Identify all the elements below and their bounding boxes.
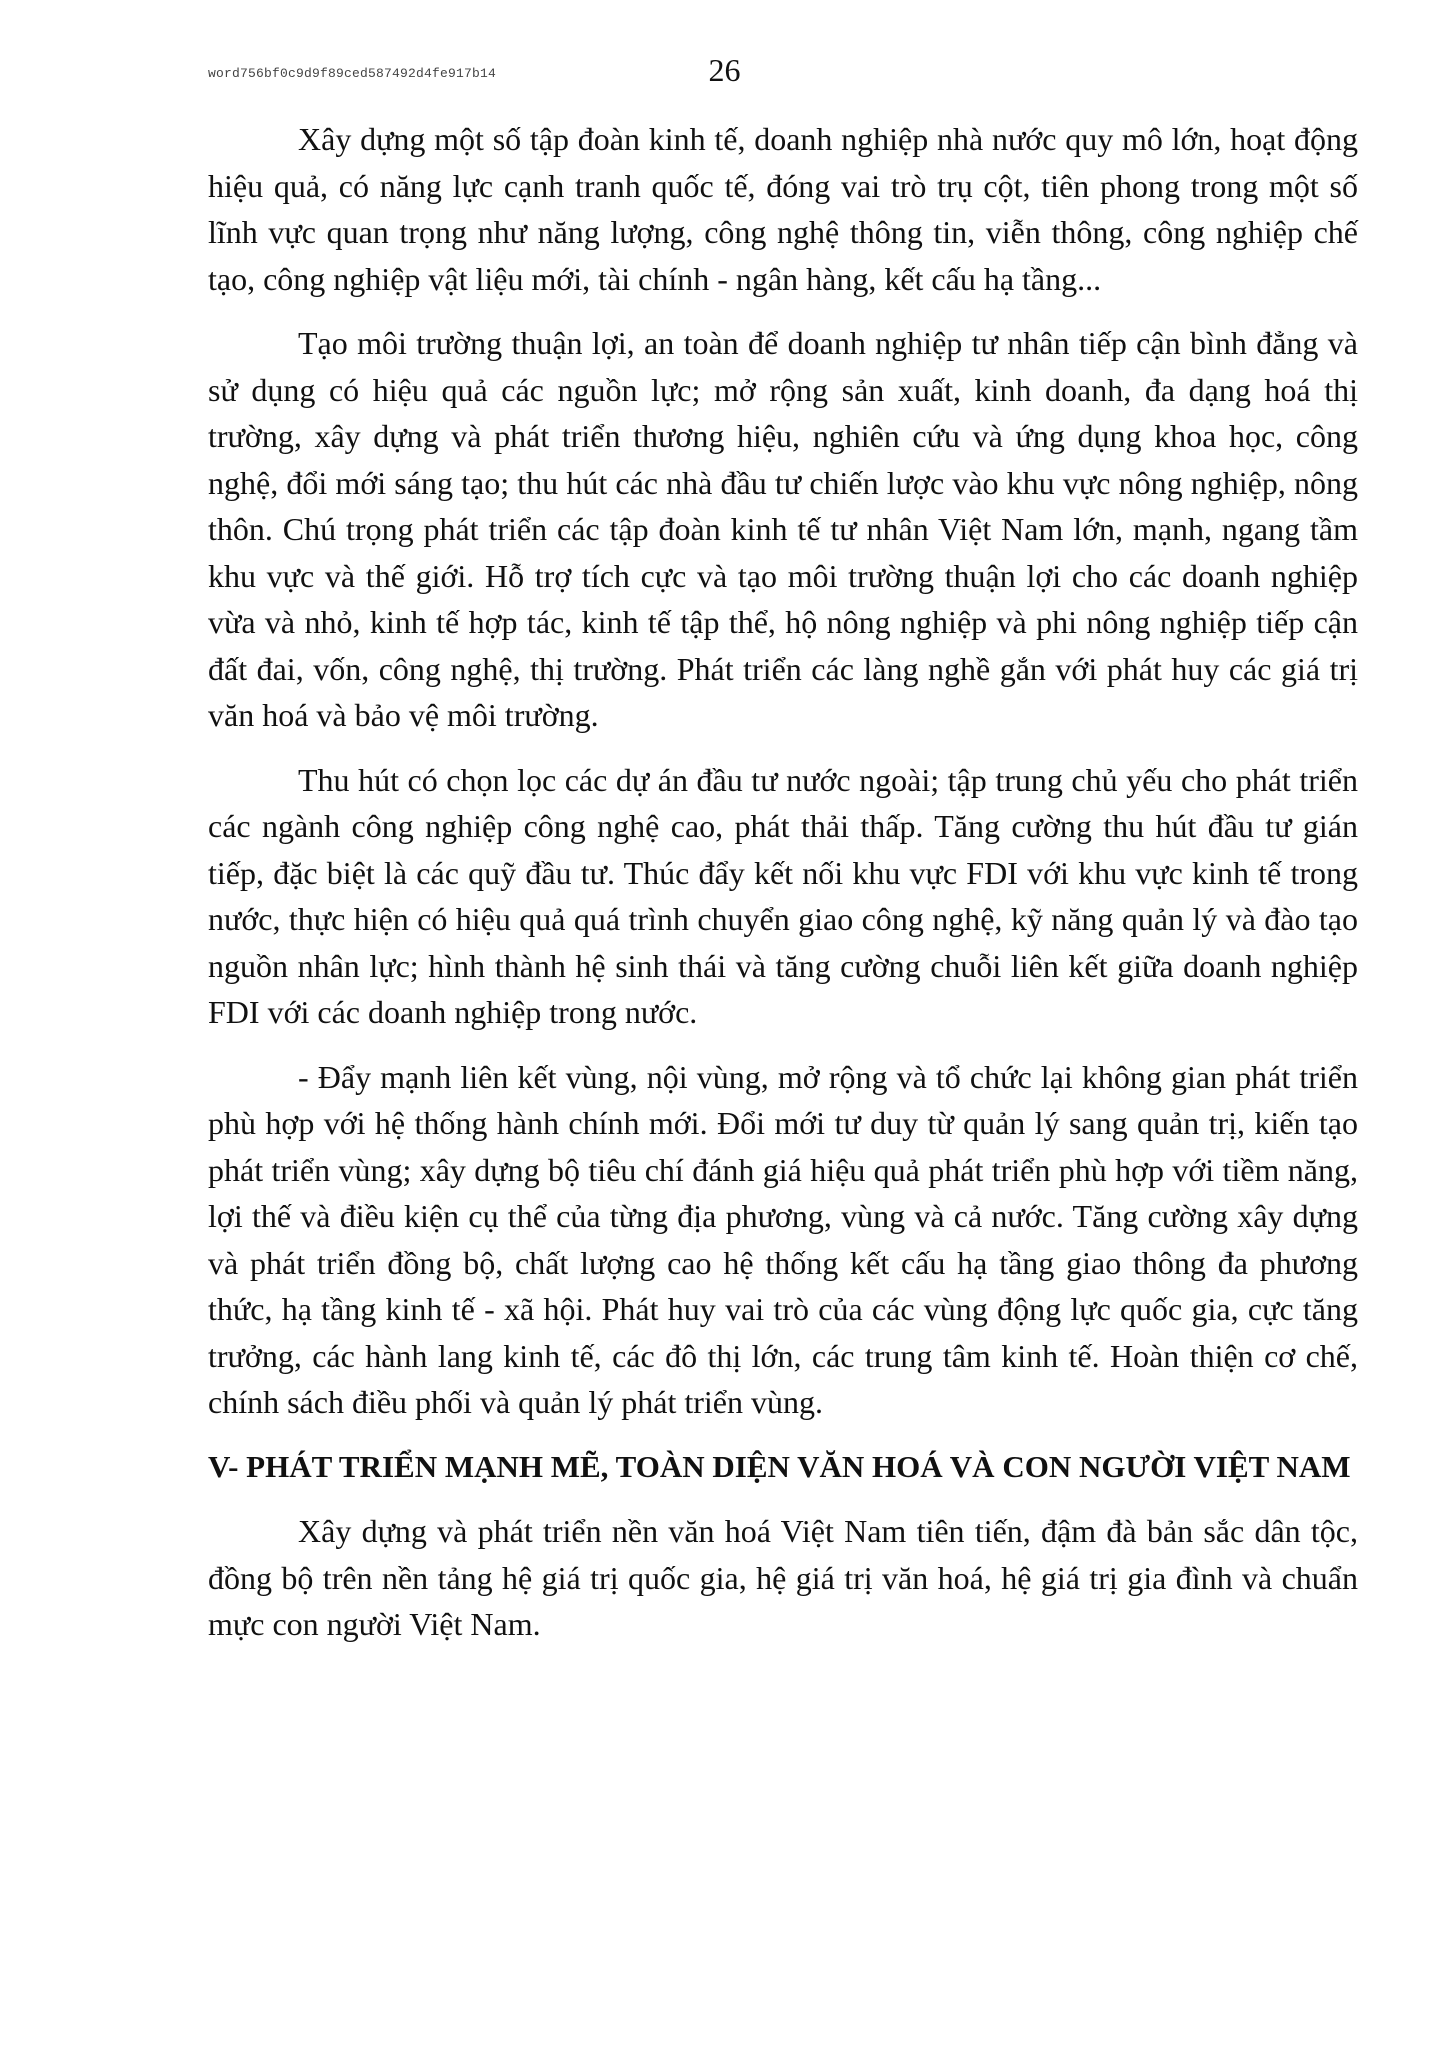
document-body [208,116,1358,1666]
page-number: 26 [708,52,741,88]
document-id: word756bf0c9d9f89ced587492d4fe917b14 [208,66,497,81]
paragraph-state-enterprises: Xây dựng một số tập đoàn kinh tế, doanh nghiệp nhà nước quy mô lớn, hoạt động hiệu quả, có năng lực cạnh tranh quốc tế, đóng vai trò trụ cột, tiên phong trong một số lĩnh vực quan trọng như năng lượng, công nghệ thông tin, viễn thông, công nghiệp chế tạo, công nghiệp vật liệu mới, tài chính - ngân hàng, kết cấu hạ tầng... [208,121,1358,297]
paragraph-foreign-investment: Thu hút có chọn lọc các dự án đầu tư nước ngoài; tập trung chủ yếu cho phát triển các ngành công nghiệp công nghệ cao, phát thải thấp. Tăng cường thu hút đầu tư gián tiếp, đặc biệt là các quỹ đầu tư. Thúc đẩy kết nối khu vực FDI với khu vực kinh tế trong nước, thực hiện có hiệu quả quá trình chuyển giao công nghệ, kỹ năng quản lý và đào tạo nguồn nhân lực; hình thành hệ sinh thái và tăng cường chuỗi liên kết giữa doanh nghiệp FDI với các doanh nghiệp trong nước. [208,761,1358,1030]
paragraph-regional-linkage: - Đẩy mạnh liên kết vùng, nội vùng, mở rộng và tổ chức lại không gian phát triển phù hợp với hệ thống hành chính mới. Đổi mới tư duy từ quản lý sang quản trị, kiến tạo phát triển vùng; xây dựng bộ tiêu chí đánh giá hiệu quả phát triển phù hợp với tiềm năng, lợi thế và điều kiện cụ thể của từng địa phương, vùng và cả nước. Tăng cường xây dựng và phát triển đồng bộ, chất lượng cao hệ thống kết cấu hạ tầng giao thông đa phương thức, hạ tầng kinh tế - xã hội. Phát huy vai trò của các vùng động lực quốc gia, cực tăng trưởng, các hành lang kinh tế, các đô thị lớn, các trung tâm kinh tế. Hoàn thiện cơ chế, chính sách điều phối và quản lý phát triển vùng. [208,1058,1358,1420]
paragraph-culture: Xây dựng và phát triển nền văn hoá Việt Nam tiên tiến, đậm đà bản sắc dân tộc, đồng bộ trên nền tảng hệ giá trị quốc gia, hệ giá trị văn hoá, hệ giá trị gia đình và chuẩn mực con người Việt Nam. [208,1513,1358,1642]
paragraph-private-enterprises: Tạo môi trường thuận lợi, an toàn để doanh nghiệp tư nhân tiếp cận bình đẳng và sử dụng có hiệu quả các nguồn lực; mở rộng sản xuất, kinh doanh, đa dạng hoá thị trường, xây dựng và phát triển thương hiệu, nghiên cứu và ứng dụng khoa học, công nghệ, đổi mới sáng tạo; thu hút các nhà đầu tư chiến lược vào khu vực nông nghiệp, nông thôn. Chú trọng phát triển các tập đoàn kinh tế tư nhân Việt Nam lớn, mạnh, ngang tầm khu vực và thế giới. Hỗ trợ tích cực và tạo môi trường thuận lợi cho các doanh nghiệp vừa và nhỏ, kinh tế hợp tác, kinh tế tập thể, hộ nông nghiệp và phi nông nghiệp tiếp cận đất đai, vốn, công nghệ, thị trường. Phát triển các làng nghề gắn với phát huy các giá trị văn hoá và bảo vệ môi trường. [208,325,1358,733]
section-heading: V- PHÁT TRIỂN MẠNH MẼ, TOÀN DIỆN VĂN HOÁ VÀ CON NGƯỜI VIỆT NAM [208,1448,1351,1484]
